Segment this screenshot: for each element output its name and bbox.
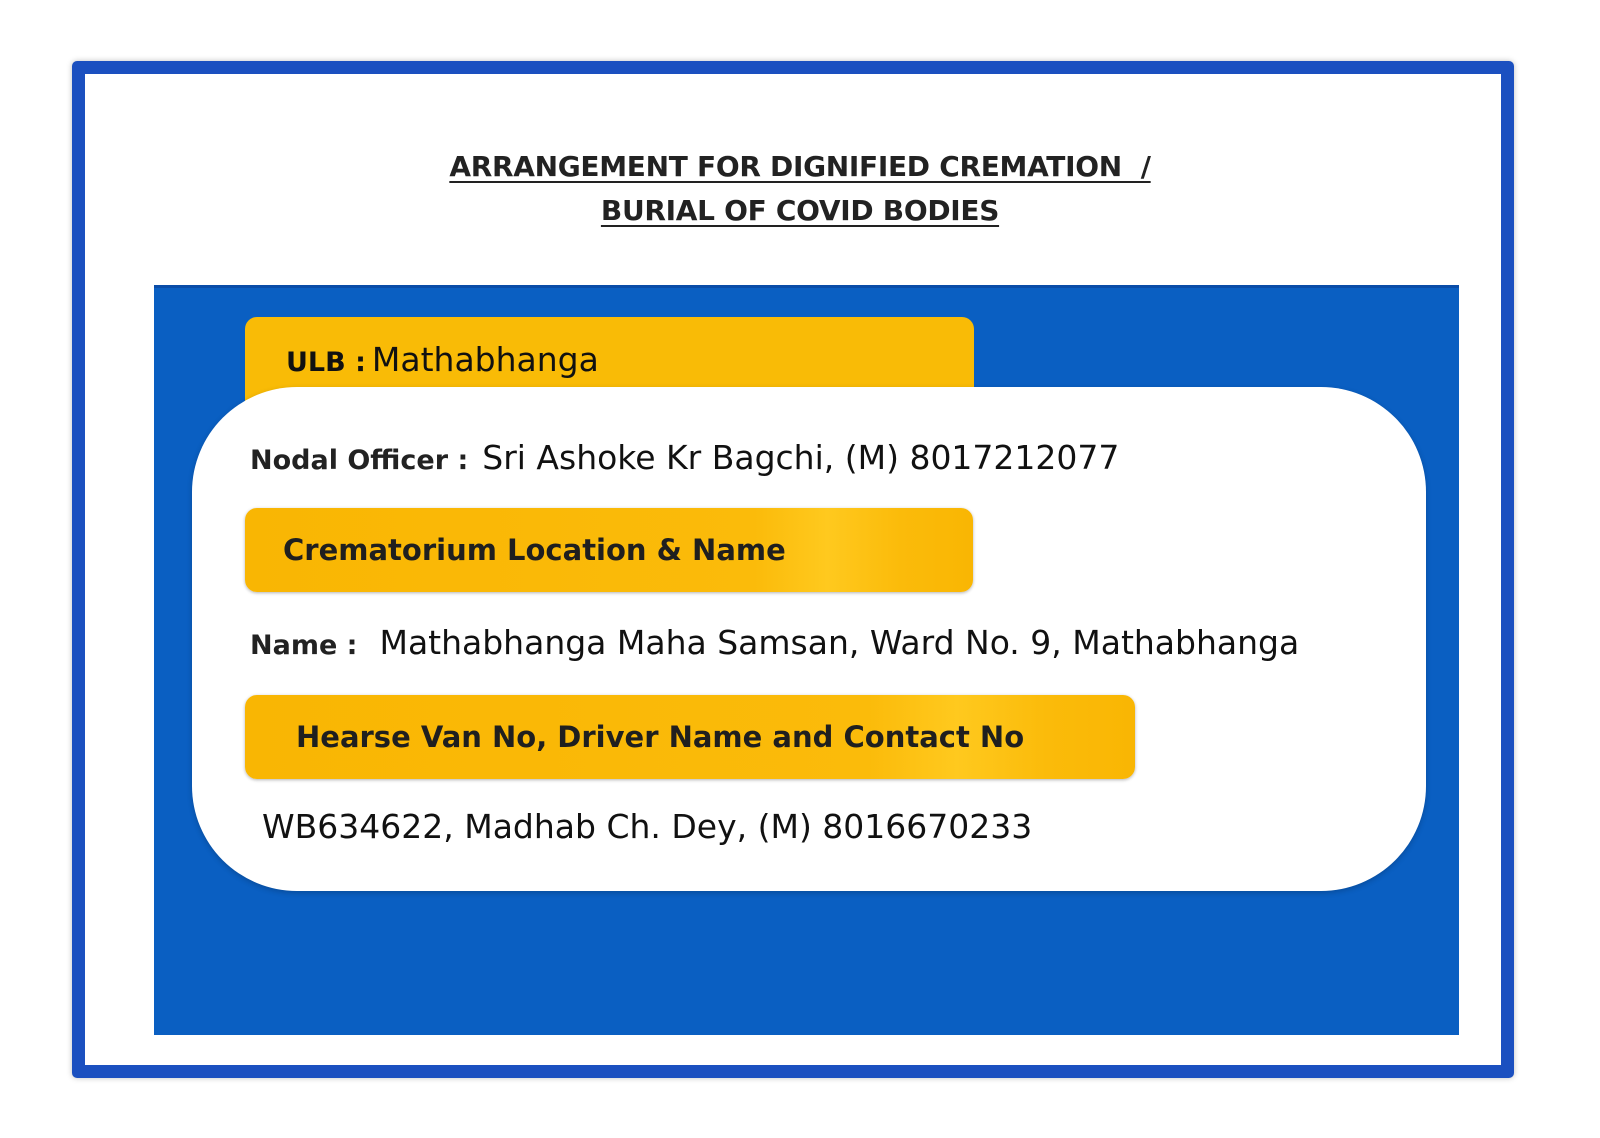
crematorium-heading: Crematorium Location & Name bbox=[283, 533, 786, 567]
nodal-officer-row bbox=[250, 433, 1119, 483]
hearse-details: WB634622, Madhab Ch. Dey, (M) 8016670233 bbox=[262, 807, 1033, 846]
nodal-officer-label: Nodal Officer : bbox=[250, 445, 469, 476]
crematorium-name-row bbox=[250, 618, 1299, 668]
page-title bbox=[0, 145, 1600, 233]
ulb-value: Mathabhanga bbox=[371, 340, 599, 379]
hearse-details-row bbox=[262, 802, 1032, 852]
crematorium-name-label: Name : bbox=[250, 630, 358, 661]
hearse-heading-bar bbox=[245, 695, 1135, 779]
title-line-2: BURIAL OF COVID BODIES bbox=[600, 194, 1000, 227]
nodal-officer-value: Sri Ashoke Kr Bagchi, (M) 8017212077 bbox=[482, 438, 1120, 477]
ulb-row bbox=[286, 338, 599, 382]
crematorium-name-value: Mathabhanga Maha Samsan, Ward No. 9, Mathabhanga bbox=[379, 623, 1300, 662]
hearse-heading: Hearse Van No, Driver Name and Contact No bbox=[296, 720, 1025, 754]
crematorium-heading-bar bbox=[245, 508, 973, 592]
title-line-1: ARRANGEMENT FOR DIGNIFIED CREMATION / bbox=[449, 150, 1151, 183]
ulb-label: ULB : bbox=[286, 347, 366, 378]
